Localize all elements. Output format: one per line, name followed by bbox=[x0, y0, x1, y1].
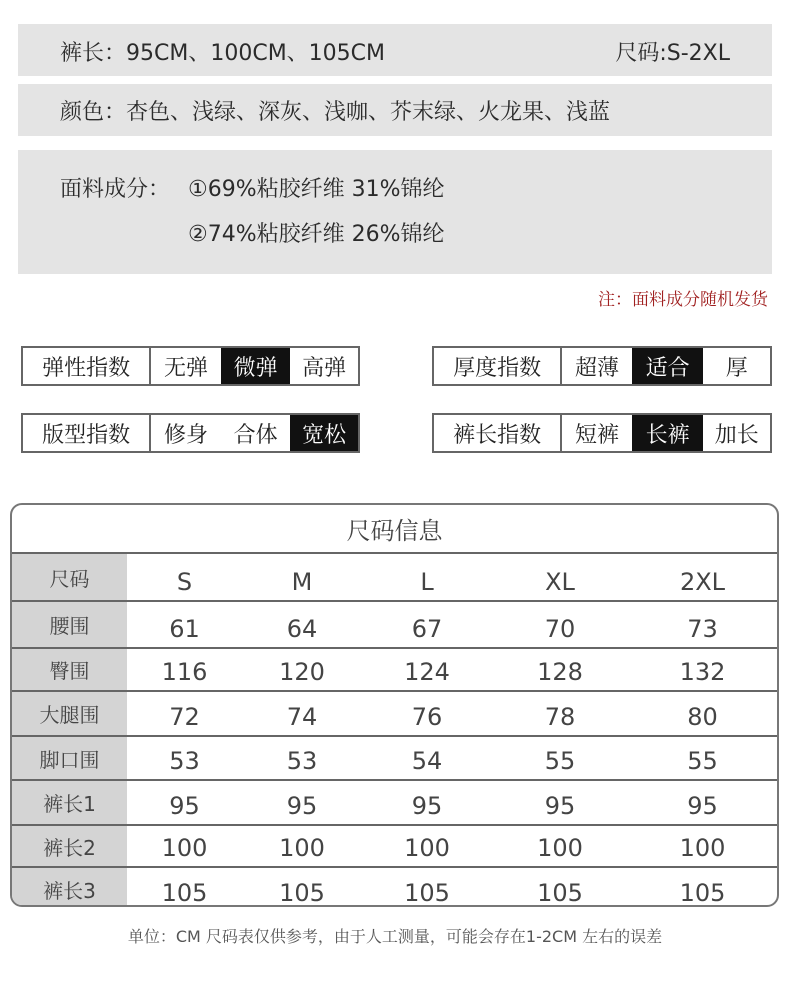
size-range-text: 尺码:S-2XL bbox=[615, 41, 730, 66]
table-cell: 73 bbox=[687, 615, 718, 643]
table-cell: 95 bbox=[544, 792, 576, 820]
length-info-text: 裤长：95CM、100CM、105CM bbox=[60, 41, 386, 66]
table-row bbox=[12, 602, 777, 649]
row-label-waist: 腰围 bbox=[12, 602, 127, 647]
table-cell: 105 bbox=[279, 879, 325, 907]
table-cell: 132 bbox=[679, 658, 726, 686]
table-cell: 95 bbox=[286, 792, 318, 820]
fit-option-regular: 合体 bbox=[233, 422, 278, 448]
table-cell: 53 bbox=[169, 747, 200, 775]
size-header-label: 尺码 bbox=[12, 554, 127, 600]
table-cell: 100 bbox=[279, 834, 325, 862]
table-cell: 128 bbox=[537, 658, 583, 686]
fabric-note: 注：面料成分随机发货 bbox=[598, 290, 768, 310]
table-cell: 100 bbox=[679, 834, 726, 862]
thickness-option-fit: 适合 bbox=[632, 348, 704, 384]
table-row bbox=[12, 781, 777, 826]
size-header-2xl: 2XL bbox=[679, 568, 726, 596]
row-label-length-3: 裤长3 bbox=[12, 868, 127, 907]
size-header-row bbox=[12, 554, 777, 602]
length-option-long: 长裤 bbox=[632, 415, 704, 451]
row-label-length-1: 裤长1 bbox=[12, 781, 127, 824]
table-cell: 105 bbox=[537, 879, 583, 907]
fit-index-label: 版型指数 bbox=[23, 415, 151, 451]
table-cell: 95 bbox=[169, 792, 200, 820]
fit-option-loose: 宽松 bbox=[290, 415, 358, 451]
size-header-xl: XL bbox=[545, 568, 575, 596]
table-cell: 120 bbox=[279, 658, 325, 686]
fabric-info-band bbox=[18, 150, 772, 274]
table-row bbox=[12, 826, 777, 868]
fabric-option-2: ②74%粘胶纤维 26%锦纶 bbox=[188, 222, 445, 247]
measurement-disclaimer: 单位：CM 尺码表仅供参考，由于人工测量，可能会存在1-2CM 左右的误差 bbox=[127, 927, 663, 946]
thickness-index bbox=[432, 346, 772, 386]
table-cell: 78 bbox=[544, 703, 576, 731]
elasticity-index-label: 弹性指数 bbox=[23, 348, 151, 384]
thickness-option-thin: 超薄 bbox=[575, 355, 620, 381]
color-info-text: 颜色：杏色、浅绿、深灰、浅咖、芥末绿、火龙果、浅蓝 bbox=[60, 100, 611, 125]
elasticity-index bbox=[21, 346, 360, 386]
table-cell: 55 bbox=[544, 747, 576, 775]
table-cell: 124 bbox=[404, 658, 450, 686]
table-cell: 61 bbox=[169, 615, 200, 643]
table-cell: 100 bbox=[537, 834, 583, 862]
table-row bbox=[12, 649, 777, 692]
fit-index bbox=[21, 413, 360, 453]
table-cell: 95 bbox=[687, 792, 718, 820]
table-cell: 70 bbox=[544, 615, 576, 643]
table-cell: 55 bbox=[687, 747, 718, 775]
size-header-s: S bbox=[176, 568, 193, 596]
table-cell: 54 bbox=[411, 747, 443, 775]
length-index-label: 裤长指数 bbox=[434, 415, 562, 451]
table-cell: 116 bbox=[161, 658, 208, 686]
row-label-hem: 脚口围 bbox=[12, 737, 127, 779]
elasticity-option-none: 无弹 bbox=[164, 355, 209, 381]
table-cell: 80 bbox=[687, 703, 718, 731]
size-table-title: 尺码信息 bbox=[12, 505, 777, 554]
table-cell: 100 bbox=[161, 834, 208, 862]
table-row bbox=[12, 737, 777, 781]
size-header-m: M bbox=[291, 568, 313, 596]
table-cell: 76 bbox=[411, 703, 443, 731]
thickness-option-thick: 厚 bbox=[725, 355, 748, 381]
length-index bbox=[432, 413, 772, 453]
table-cell: 105 bbox=[404, 879, 450, 907]
size-header-l: L bbox=[420, 568, 434, 596]
table-cell: 72 bbox=[169, 703, 200, 731]
fabric-option-1: ①69%粘胶纤维 31%锦纶 bbox=[188, 177, 445, 202]
table-cell: 67 bbox=[411, 615, 443, 643]
table-cell: 100 bbox=[404, 834, 450, 862]
thickness-index-label: 厚度指数 bbox=[434, 348, 562, 384]
row-label-hip: 臀围 bbox=[12, 649, 127, 690]
elasticity-option-high: 高弹 bbox=[302, 355, 347, 381]
length-option-shorts: 短裤 bbox=[575, 422, 620, 448]
table-cell: 95 bbox=[411, 792, 443, 820]
length-info-band bbox=[18, 24, 772, 76]
table-row bbox=[12, 868, 777, 907]
table-row bbox=[12, 692, 777, 737]
length-option-extra-long: 加长 bbox=[714, 422, 759, 448]
elasticity-option-slight: 微弹 bbox=[221, 348, 291, 384]
fit-option-slim: 修身 bbox=[164, 422, 209, 448]
row-label-thigh: 大腿围 bbox=[12, 692, 127, 735]
table-cell: 105 bbox=[161, 879, 208, 907]
table-cell: 74 bbox=[286, 703, 318, 731]
row-label-length-2: 裤长2 bbox=[12, 826, 127, 866]
color-info-band bbox=[18, 84, 772, 136]
table-cell: 53 bbox=[286, 747, 318, 775]
size-table bbox=[10, 503, 779, 907]
table-cell: 105 bbox=[679, 879, 726, 907]
fabric-label: 面料成分： bbox=[60, 177, 171, 202]
table-cell: 64 bbox=[286, 615, 318, 643]
